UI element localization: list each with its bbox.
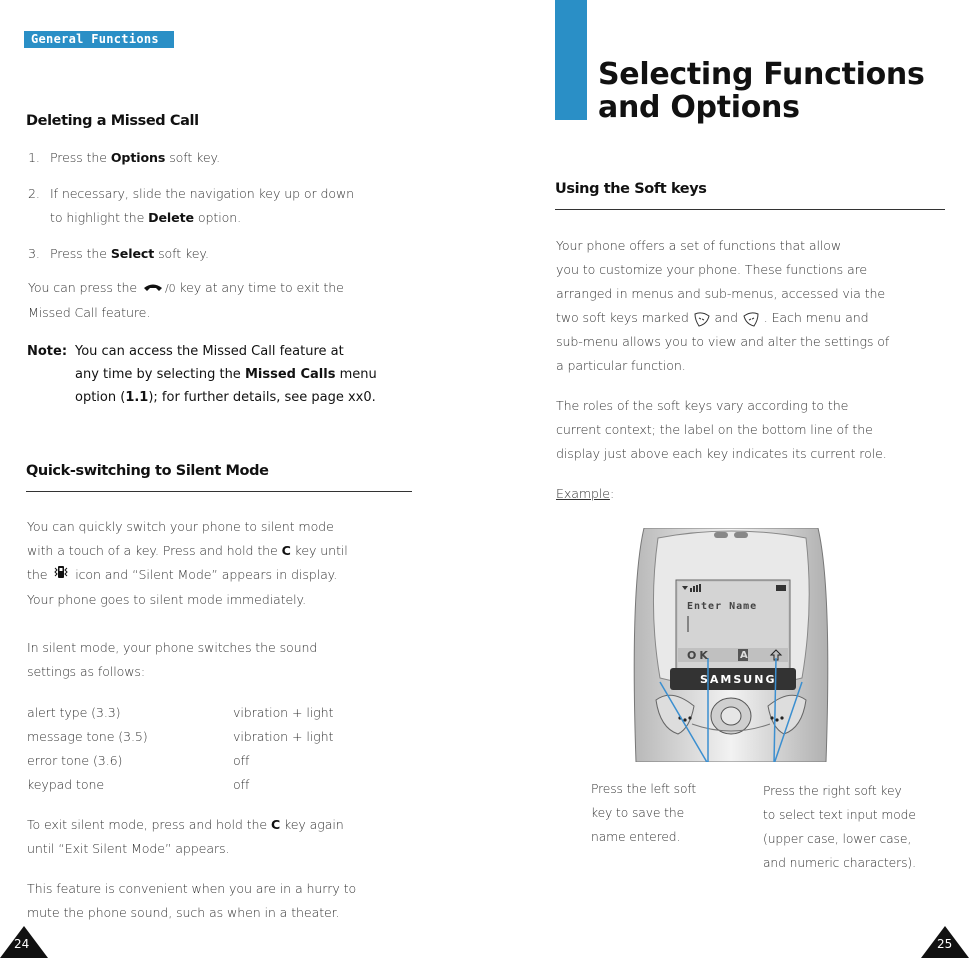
end-key-text: You can press the /0 key at any time to exit the	[28, 276, 418, 301]
end-call-key-icon	[143, 277, 163, 301]
silent-p4-line1: This feature is convenient when you are in a hurry to	[27, 880, 357, 896]
silent-p2-line1: In silent mode, your phone switches the sound	[27, 639, 318, 655]
silent-p1-line4: Your phone goes to silent mode immediately.	[27, 591, 307, 607]
example-label: Example:	[556, 486, 615, 501]
p1-line: Your phone offers a set of functions that allow	[556, 238, 842, 253]
silent-p2-line2: settings as follows:	[27, 663, 146, 679]
settings-row: error tone (3.6) off	[27, 752, 250, 768]
phone-illustration	[630, 528, 832, 762]
p1-line: arranged in menus and sub-menus, accessed via the	[556, 286, 886, 301]
phone-brand: SAMSUNG	[700, 673, 777, 686]
p1-line: you to customize your phone. These functions are	[556, 262, 868, 277]
p1-line: a particular function.	[556, 358, 686, 373]
p2-line: current context; the label on the bottom line of the	[556, 422, 873, 437]
caption-right	[763, 779, 916, 875]
note-block	[27, 340, 417, 409]
step-3: 3. Press the Select soft key.	[28, 246, 209, 261]
chapter-title	[598, 58, 925, 124]
p1-line: sub-menu allows you to view and alter the settings of	[556, 334, 890, 349]
settings-row: keypad tone off	[27, 776, 250, 792]
heading-silent-mode: Quick-switching to Silent Mode	[26, 463, 269, 479]
right-soft-key-icon	[742, 310, 760, 328]
caption-left	[591, 777, 696, 849]
step-1: 1. Press the Options soft key.	[28, 150, 220, 165]
silent-p1-line2: with a touch of a key. Press and hold the C key until	[27, 543, 348, 558]
end-key-text-2: Missed Call feature.	[28, 305, 151, 320]
p2-line: The roles of the soft keys vary according to the	[556, 398, 849, 413]
step-2: 2. If necessary, slide the navigation key up or down	[28, 186, 355, 201]
heading-soft-keys: Using the Soft keys	[555, 181, 707, 197]
silent-p3-line1: To exit silent mode, press and hold the C key again	[27, 816, 344, 832]
page-number-left: 24	[14, 937, 30, 951]
phone-left-soft-label: OK	[687, 649, 711, 662]
note-line-3: option (1.1); for further details, see page xx0.	[75, 390, 376, 405]
caption-line: Press the right soft key	[763, 784, 902, 798]
page-number-right: 25	[937, 937, 953, 951]
caption-line: name entered.	[591, 830, 681, 844]
phone-screen-title: Enter Name	[687, 601, 758, 612]
settings-row: message tone (3.5) vibration + light	[27, 728, 334, 744]
step-2-cont: to highlight the Delete option.	[50, 210, 241, 225]
silent-p1-line3: the icon and “Silent Mode” appears in display.	[27, 563, 422, 588]
chapter-banner	[555, 0, 587, 120]
settings-table	[27, 701, 422, 797]
silent-mode-icon	[54, 564, 68, 588]
p1-line-softkeys: two soft keys marked and . Each menu and	[556, 306, 956, 330]
silent-p4-line2: mute the phone sound, such as when in a theater.	[27, 904, 340, 920]
p2-line: display just above each key indicates its current role.	[556, 446, 887, 461]
left-soft-key-icon	[693, 310, 711, 328]
caption-line: key to save the	[591, 806, 685, 820]
divider	[26, 491, 412, 492]
soft-keys-text	[556, 234, 956, 506]
caption-line: and numeric characters).	[763, 856, 916, 870]
chapter-title-line1: Selecting Functions	[598, 57, 925, 92]
caption-line: to select text input mode	[763, 808, 916, 822]
phone-mode-label: A	[740, 650, 748, 661]
chapter-title-line2: and Options	[598, 90, 800, 125]
settings-row: alert type (3.3) vibration + light	[27, 704, 334, 720]
note-label: Note:	[27, 344, 68, 359]
silent-mode-text	[27, 515, 422, 925]
silent-p1-line1: You can quickly switch your phone to silent mode	[27, 519, 334, 534]
divider	[555, 209, 945, 210]
deleting-steps	[28, 146, 418, 325]
note-line-2: any time by selecting the Missed Calls menu	[75, 367, 377, 382]
silent-p3-line2: until “Exit Silent Mode” appears.	[27, 840, 230, 856]
caption-line: (upper case, lower case,	[763, 832, 912, 846]
heading-deleting-missed-call: Deleting a Missed Call	[26, 113, 199, 129]
note-line-1: You can access the Missed Call feature at	[75, 344, 344, 359]
caption-line: Press the left soft	[591, 782, 697, 796]
section-tag: General Functions	[24, 31, 174, 48]
